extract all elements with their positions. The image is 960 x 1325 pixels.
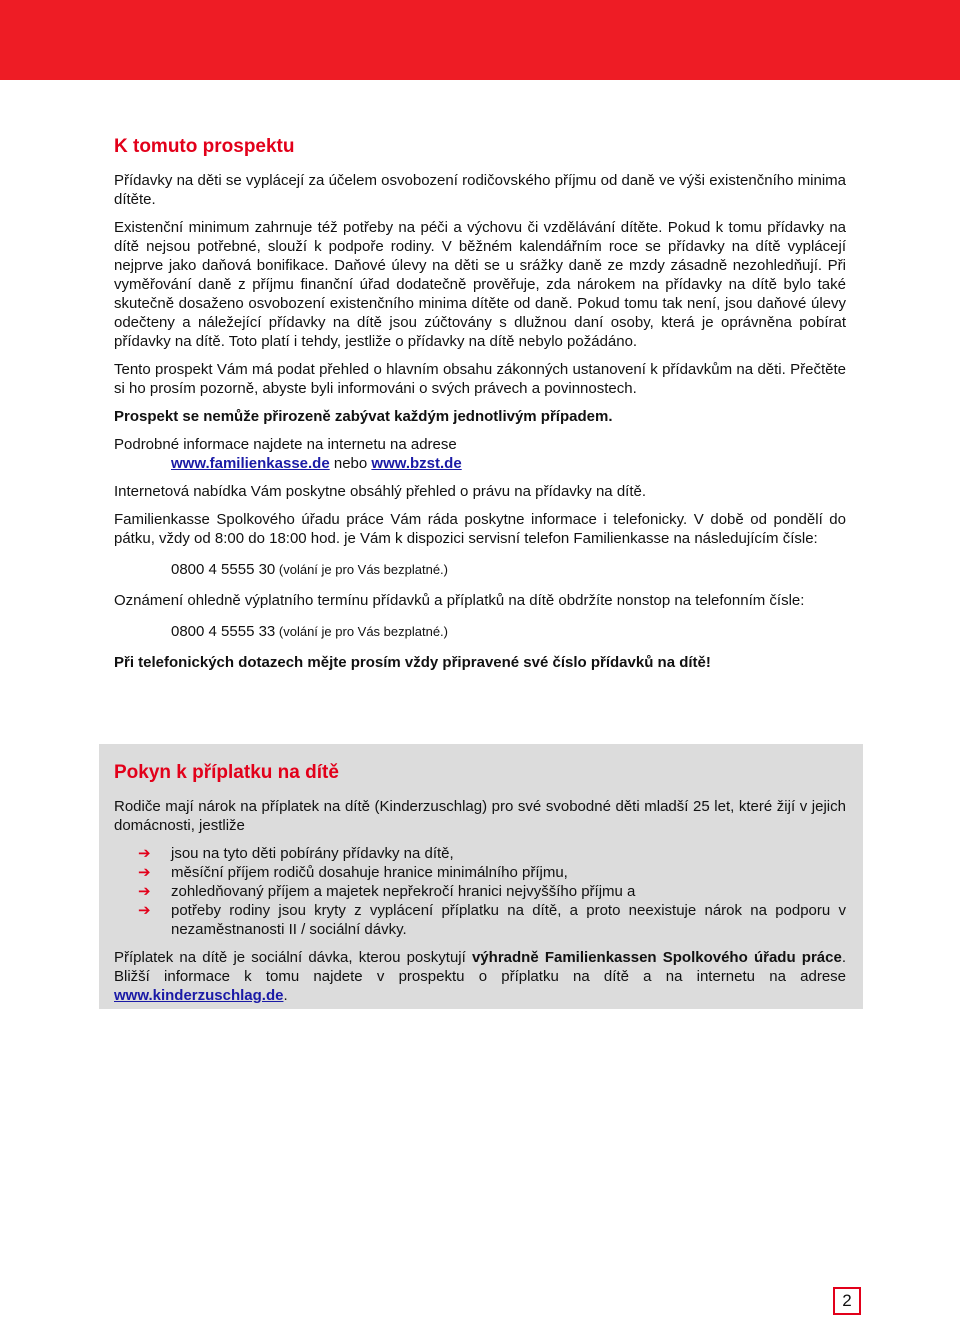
list-item-text: potřeby rodiny jsou kryty z vyplácení příplatku na dítě, a proto neexistuje nárok na podporu v nezaměstnanosti II / sociální dávky. <box>171 902 846 938</box>
outro-end: . <box>283 987 288 1004</box>
arrow-right-icon: ➔ <box>138 863 151 881</box>
child-supplement-box <box>99 744 863 1009</box>
list-item <box>114 901 846 939</box>
phone-line-2 <box>114 622 846 641</box>
outro-text-a: Příplatek na dítě je sociální dávka, kterou poskytují <box>114 949 472 966</box>
arrow-right-icon: ➔ <box>138 901 151 919</box>
outro-text-b: . Bližší informace k tomu najdete v prospektu o příplatku na dítě a na internetu na adrese <box>114 949 846 985</box>
list-item-text: zohledňovaný příjem a majetek nepřekročí hranici nejvyššího příjmu a <box>171 883 636 900</box>
url-line <box>114 454 846 473</box>
link-kinderzuschlag[interactable]: www.kinderzuschlag.de <box>114 987 284 1004</box>
page-number: 2 <box>833 1287 861 1315</box>
paragraph-phone-service: Familienkasse Spolkového úřadu práce Vám ráda poskytne informace i telefonicky. V době od pondělí do pátku, vždy od 8:00 do 18:00 hod. je Vám k dispozici servisní telefon Familienkasse na následujícím čísle: <box>114 511 846 547</box>
main-content <box>114 135 846 681</box>
box-content <box>114 761 846 1014</box>
phone-note-2: (volání je pro Vás bezplatné.) <box>275 624 448 639</box>
top-red-bar <box>0 0 960 80</box>
arrow-right-icon: ➔ <box>138 882 151 900</box>
phone-line-1 <box>114 560 846 579</box>
link-familienkasse[interactable]: www.familienkasse.de <box>171 455 330 472</box>
arrow-right-icon: ➔ <box>138 844 151 862</box>
link-separator: nebo <box>329 455 372 472</box>
phone-number-2: 0800 4 5555 33 <box>171 623 276 640</box>
paragraph-intro: Přídavky na děti se vyplácejí za účelem osvobození rodičovského příjmu od daně ve výši existenčního minima dítěte. <box>114 172 846 208</box>
list-item <box>114 844 846 863</box>
paragraph-payment-date: Oznámení ohledně výplatního termínu přídavků a příplatků na dítě obdržíte nonstop na telefonním čísle: <box>114 592 805 609</box>
list-item-text: jsou na tyto děti pobírány přídavky na dítě, <box>171 845 454 862</box>
link-bzst[interactable]: www.bzst.de <box>371 455 462 472</box>
phone-note-1: (volání je pro Vás bezplatné.) <box>275 562 448 577</box>
condition-list <box>114 844 846 939</box>
paragraph-web-info <box>114 435 846 473</box>
paragraph-phone-reminder: Při telefonických dotazech mějte prosím vždy připravené své číslo přídavků na dítě! <box>114 654 711 671</box>
outro-bold: výhradně Familienkassen Spolkového úřadu práce <box>471 949 842 966</box>
phone-number-1: 0800 4 5555 30 <box>171 561 276 578</box>
list-item-text: měsíční příjem rodičů dosahuje hranice minimálního příjmu, <box>171 864 568 881</box>
box-intro: Rodiče mají nárok na příplatek na dítě (Kinderzuschlag) pro své svobodné děti mladší 25 let, které žijí v jejich domácnosti, jestliže <box>114 798 846 834</box>
paragraph-internet-offer: Internetová nabídka Vám poskytne obsáhlý přehled o právu na přídavky na dítě. <box>114 483 647 500</box>
list-item <box>114 863 846 882</box>
box-title: Pokyn k příplatku na dítě <box>114 762 339 783</box>
paragraph-disclaimer: Prospekt se nemůže přirozeně zabývat každým jednotlivým případem. <box>114 408 613 425</box>
list-item <box>114 882 846 901</box>
box-outro <box>114 948 846 1005</box>
paragraph-overview: Tento prospekt Vám má podat přehled o hlavním obsahu zákonných ustanovení k přídavkům na děti. Přečtěte si ho prosím pozorně, abyste byli informováni o svých právech a povinnostech. <box>114 361 846 397</box>
web-info-text: Podrobné informace najdete na internetu na adrese <box>114 436 457 453</box>
paragraph-existence-minimum: Existenční minimum zahrnuje též potřeby na péči a výchovu či vzdělávání dítěte. Pokud k tomu přídavky na dítě nejsou potřebné, slouží k podpoře rodiny. V běžném kalendářním roce se přídavky na dítě vyplácejí nejprve jako daňová bonifikace. Daňové úlevy na děti se u srážky daně ze mzdy zásadně nezohledňují. Při vyměřování daně z příjmu finanční úřad dodatečně prověřuje, zda nárokem na přídavky na dítě bylo také skutečně dosaženo osvobození existenčního minima dítěte od daně. Pokud tomu tak není, jsou daňové úlevy odečteny a náležející přídavky na dítě jsou zúčtovány s dlužnou daní osoby, která je oprávněna pobírat přídavky na dítě. Toto platí i tehdy, jestliže o přídavky na dítě nebylo požádáno. <box>114 219 846 350</box>
section-title: K tomuto prospektu <box>114 136 295 157</box>
